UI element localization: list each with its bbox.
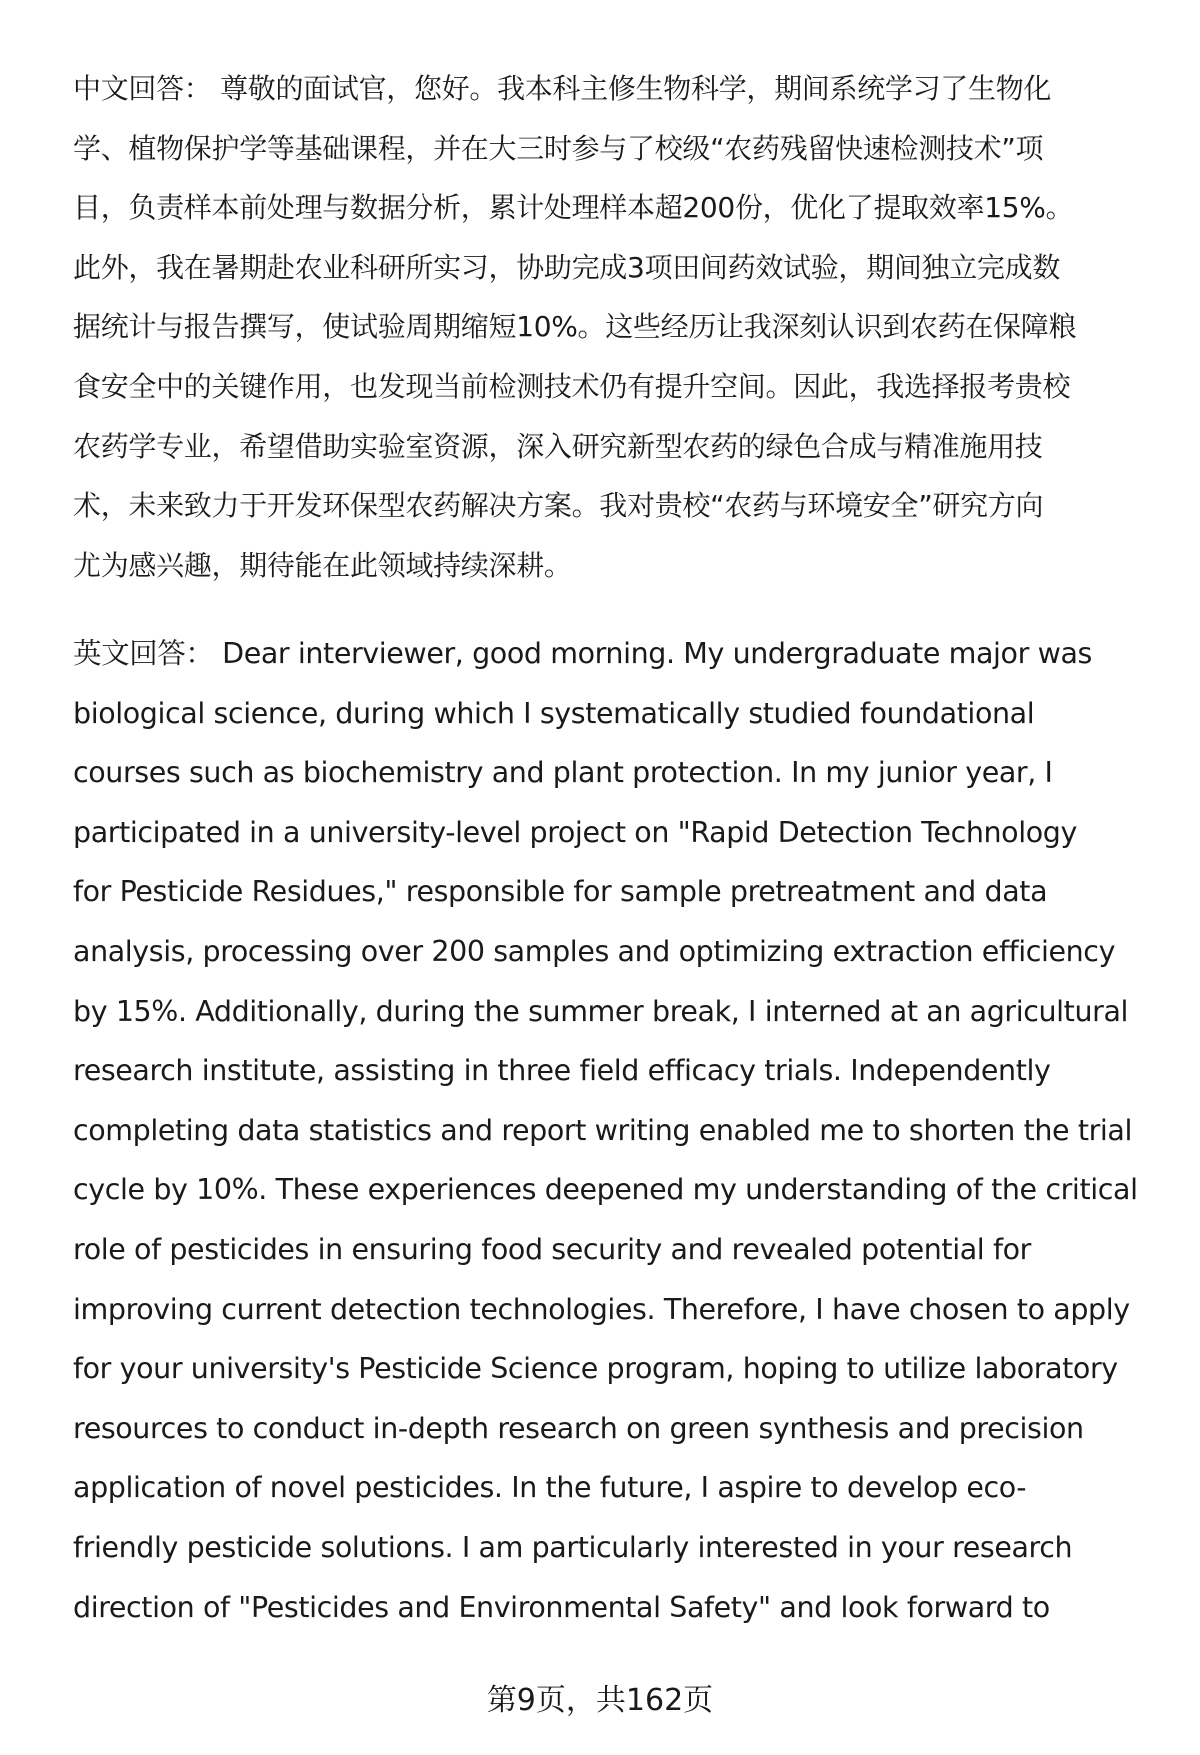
text-line: 此外，我在暑期赴农业科研所实习，协助完成3项田间药效试验，期间独立完成数 xyxy=(73,250,1061,284)
text-line: completing data statistics and report writing enabled me to shorten the trial xyxy=(73,1113,1133,1147)
text-line: for Pesticide Residues," responsible for sample pretreatment and data xyxy=(73,875,1048,909)
text-line: resources to conduct in-depth research on green synthesis and precision xyxy=(73,1411,1084,1445)
text-line: for your university's Pesticide Science program, hoping to utilize laboratory xyxy=(73,1352,1118,1386)
text-line: 尤为感兴趣，期待能在此领域持续深耕。 xyxy=(73,548,572,582)
text-line: 学、植物保护学等基础课程，并在大三时参与了校级“农药残留快速检测技术”项 xyxy=(73,131,1044,165)
text-line: courses such as biochemistry and plant protection. In my junior year, I xyxy=(73,756,1053,790)
text-line: 农药学专业，希望借助实验室资源，深入研究新型农药的绿色合成与精准施用技 xyxy=(73,429,1043,463)
text-line: analysis, processing over 200 samples and optimizing extraction efficiency xyxy=(73,934,1116,968)
text-line: biological science, during which I systematically studied foundational xyxy=(73,696,1035,730)
text-line: research institute, assisting in three field efficacy trials. Independently xyxy=(73,1054,1051,1088)
text-line: 食安全中的关键作用，也发现当前检测技术仍有提升空间。因此，我选择报考贵校 xyxy=(73,369,1071,403)
chinese-answer xyxy=(73,59,1163,595)
text-line: improving current detection technologies. Therefore, I have chosen to apply xyxy=(73,1292,1130,1326)
text-line: direction of "Pesticides and Environmental Safety" and look forward to xyxy=(73,1590,1050,1624)
text-line: 据统计与报告撰写，使试验周期缩短10%。这些经历让我深刻认识到农药在保障粮 xyxy=(73,310,1077,344)
text-line: 目，负责样本前处理与数据分析，累计处理样本超200份，优化了提取效率15%。 xyxy=(73,191,1074,225)
text-line: by 15%. Additionally, during the summer break, I interned at an agricultural xyxy=(73,994,1129,1028)
text-line: participated in a university-level project on "Rapid Detection Technology xyxy=(73,815,1077,849)
english-answer xyxy=(73,624,1163,1637)
text-line: friendly pesticide solutions. I am particularly interested in your research xyxy=(73,1530,1073,1564)
text-line: 英文回答： Dear interviewer, good morning. My undergraduate major was xyxy=(73,637,1092,670)
page-indicator: 第9页，共162页 xyxy=(486,1683,714,1718)
text-line: application of novel pesticides. In the future, I aspire to develop eco- xyxy=(73,1471,1027,1505)
text-line: 中文回答： 尊敬的面试官，您好。我本科主修生物科学，期间系统学习了生物化 xyxy=(73,72,1052,105)
text-line: 术，未来致力于开发环保型农药解决方案。我对贵校“农药与环境安全”研究方向 xyxy=(73,489,1044,523)
text-line: role of pesticides in ensuring food security and revealed potential for xyxy=(73,1232,1031,1266)
text-line: cycle by 10%. These experiences deepened my understanding of the critical xyxy=(73,1173,1138,1207)
